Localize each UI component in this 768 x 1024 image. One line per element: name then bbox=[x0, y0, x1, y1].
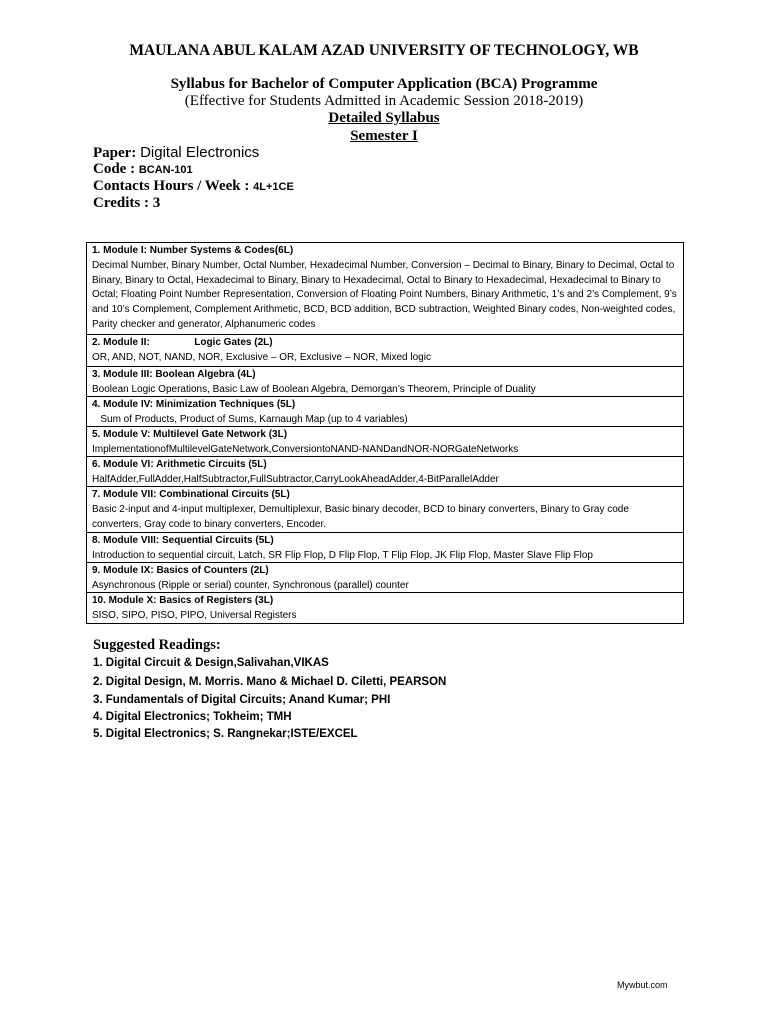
module-row bbox=[87, 243, 683, 335]
module-content: ImplementationofMultilevelGateNetwork,ConversiontoNAND-NANDandNOR-NORGateNetworks bbox=[92, 443, 519, 455]
module-row bbox=[87, 335, 683, 367]
reading-item: 5. Digital Electronics; S. Rangnekar;ISTE/EXCEL bbox=[93, 728, 358, 740]
module-content: HalfAdder,FullAdder,HalfSubtractor,FullSubtractor,CarryLookAheadAdder,4-BitParallelAdder bbox=[92, 473, 499, 485]
paper-label: Paper: bbox=[93, 145, 137, 161]
readings-title: Suggested Readings: bbox=[93, 637, 221, 653]
module-row bbox=[87, 367, 683, 397]
paper-line bbox=[93, 144, 259, 162]
detailed-syllabus-heading: Detailed Syllabus bbox=[328, 110, 440, 126]
module-title: 8. Module VIII: Sequential Circuits (5L) bbox=[92, 535, 274, 546]
module-content: Basic 2-input and 4-input multiplexer, Demultiplexur, Basic binary decoder, BCD to binary converters, Binary to Gray code converters, Gray code to binary converters, Encoder. bbox=[92, 503, 629, 530]
university-name: MAULANA ABUL KALAM AZAD UNIVERSITY OF TECHNOLOGY, WB bbox=[129, 42, 639, 59]
module-row bbox=[87, 397, 683, 427]
module-title: 2. Module II: Logic Gates (2L) bbox=[92, 337, 273, 348]
module-content: OR, AND, NOT, NAND, NOR, Exclusive – OR, Exclusive – NOR, Mixed logic bbox=[92, 351, 431, 363]
module-title: 4. Module IV: Minimization Techniques (5L) bbox=[92, 399, 296, 410]
code-line bbox=[93, 161, 193, 178]
module-row bbox=[87, 593, 683, 624]
credits-line: Credits : 3 bbox=[93, 195, 161, 211]
module-title: 9. Module IX: Basics of Counters (2L) bbox=[92, 565, 269, 576]
module-row bbox=[87, 487, 683, 533]
module-content: Decimal Number, Binary Number, Octal Number, Hexadecimal Number, Conversion – Decimal to Binary, Binary to Decimal, Octal to Binary, Binary to Octal, Hexadecimal to Binary, Binary to Hexadecimal, Octal to Binary to Hexadecimal, Hexadecimal to Binary to Octal; Floating Point Number Representation, Conversion of Floating Point Numbers, Binary Arithmetic, 1’s and 2’s Complement, 9’s and 10’s Complement, Complement Arithmetic, BCD, BCD addition, BCD subtraction, Weighted Binary codes, Non-weighted codes, Parity checker and generator, Alphanumeric codes bbox=[92, 259, 677, 330]
module-row bbox=[87, 427, 683, 457]
module-title: 10. Module X: Basics of Registers (3L) bbox=[92, 595, 274, 606]
reading-item: 1. Digital Circuit & Design,Salivahan,VIKAS bbox=[93, 657, 329, 669]
module-content: Introduction to sequential circuit, Latch, SR Flip Flop, D Flip Flop, T Flip Flop, JK Flip Flop, Master Slave Flip Flop bbox=[92, 549, 593, 561]
reading-item: 2. Digital Design, M. Morris. Mano & Michael D. Ciletti, PEARSON bbox=[93, 676, 447, 688]
module-title: 5. Module V: Multilevel Gate Network (3L) bbox=[92, 429, 288, 440]
module-title: 6. Module VI: Arithmetic Circuits (5L) bbox=[92, 459, 267, 470]
module-row bbox=[87, 533, 683, 563]
code-label: Code : bbox=[93, 161, 136, 177]
modules-table bbox=[86, 242, 684, 624]
contacts-label: Contacts Hours / Week : bbox=[93, 178, 250, 194]
contacts-line bbox=[93, 178, 294, 195]
module-title: 3. Module III: Boolean Algebra (4L) bbox=[92, 369, 256, 380]
reading-item: 4. Digital Electronics; Tokheim; TMH bbox=[93, 711, 292, 723]
contacts-value: 4L+1CE bbox=[253, 181, 294, 193]
code-value: BCAN-101 bbox=[138, 164, 193, 176]
module-content: Asynchronous (Ripple or serial) counter, Synchronous (parallel) counter bbox=[92, 579, 409, 591]
effective-session: (Effective for Students Admitted in Academic Session 2018-2019) bbox=[184, 93, 584, 109]
module-content: Sum of Products, Product of Sums, Karnaugh Map (up to 4 variables) bbox=[92, 413, 408, 425]
paper-value: Digital Electronics bbox=[140, 144, 260, 161]
module-row bbox=[87, 563, 683, 593]
module-title: 7. Module VII: Combinational Circuits (5L) bbox=[92, 489, 290, 500]
module-content: SISO, SIPO, PISO, PIPO, Universal Registers bbox=[92, 609, 297, 621]
module-content: Boolean Logic Operations, Basic Law of Boolean Algebra, Demorgan’s Theorem, Principle of Duality bbox=[92, 383, 536, 395]
footer-watermark: Mywbut.com bbox=[617, 980, 668, 990]
module-row bbox=[87, 457, 683, 487]
semester-heading: Semester I bbox=[350, 128, 418, 144]
module-title: 1. Module I: Number Systems & Codes(6L) bbox=[92, 245, 294, 256]
reading-item: 3. Fundamentals of Digital Circuits; Anand Kumar; PHI bbox=[93, 694, 391, 706]
syllabus-title: Syllabus for Bachelor of Computer Application (BCA) Programme bbox=[170, 76, 598, 92]
